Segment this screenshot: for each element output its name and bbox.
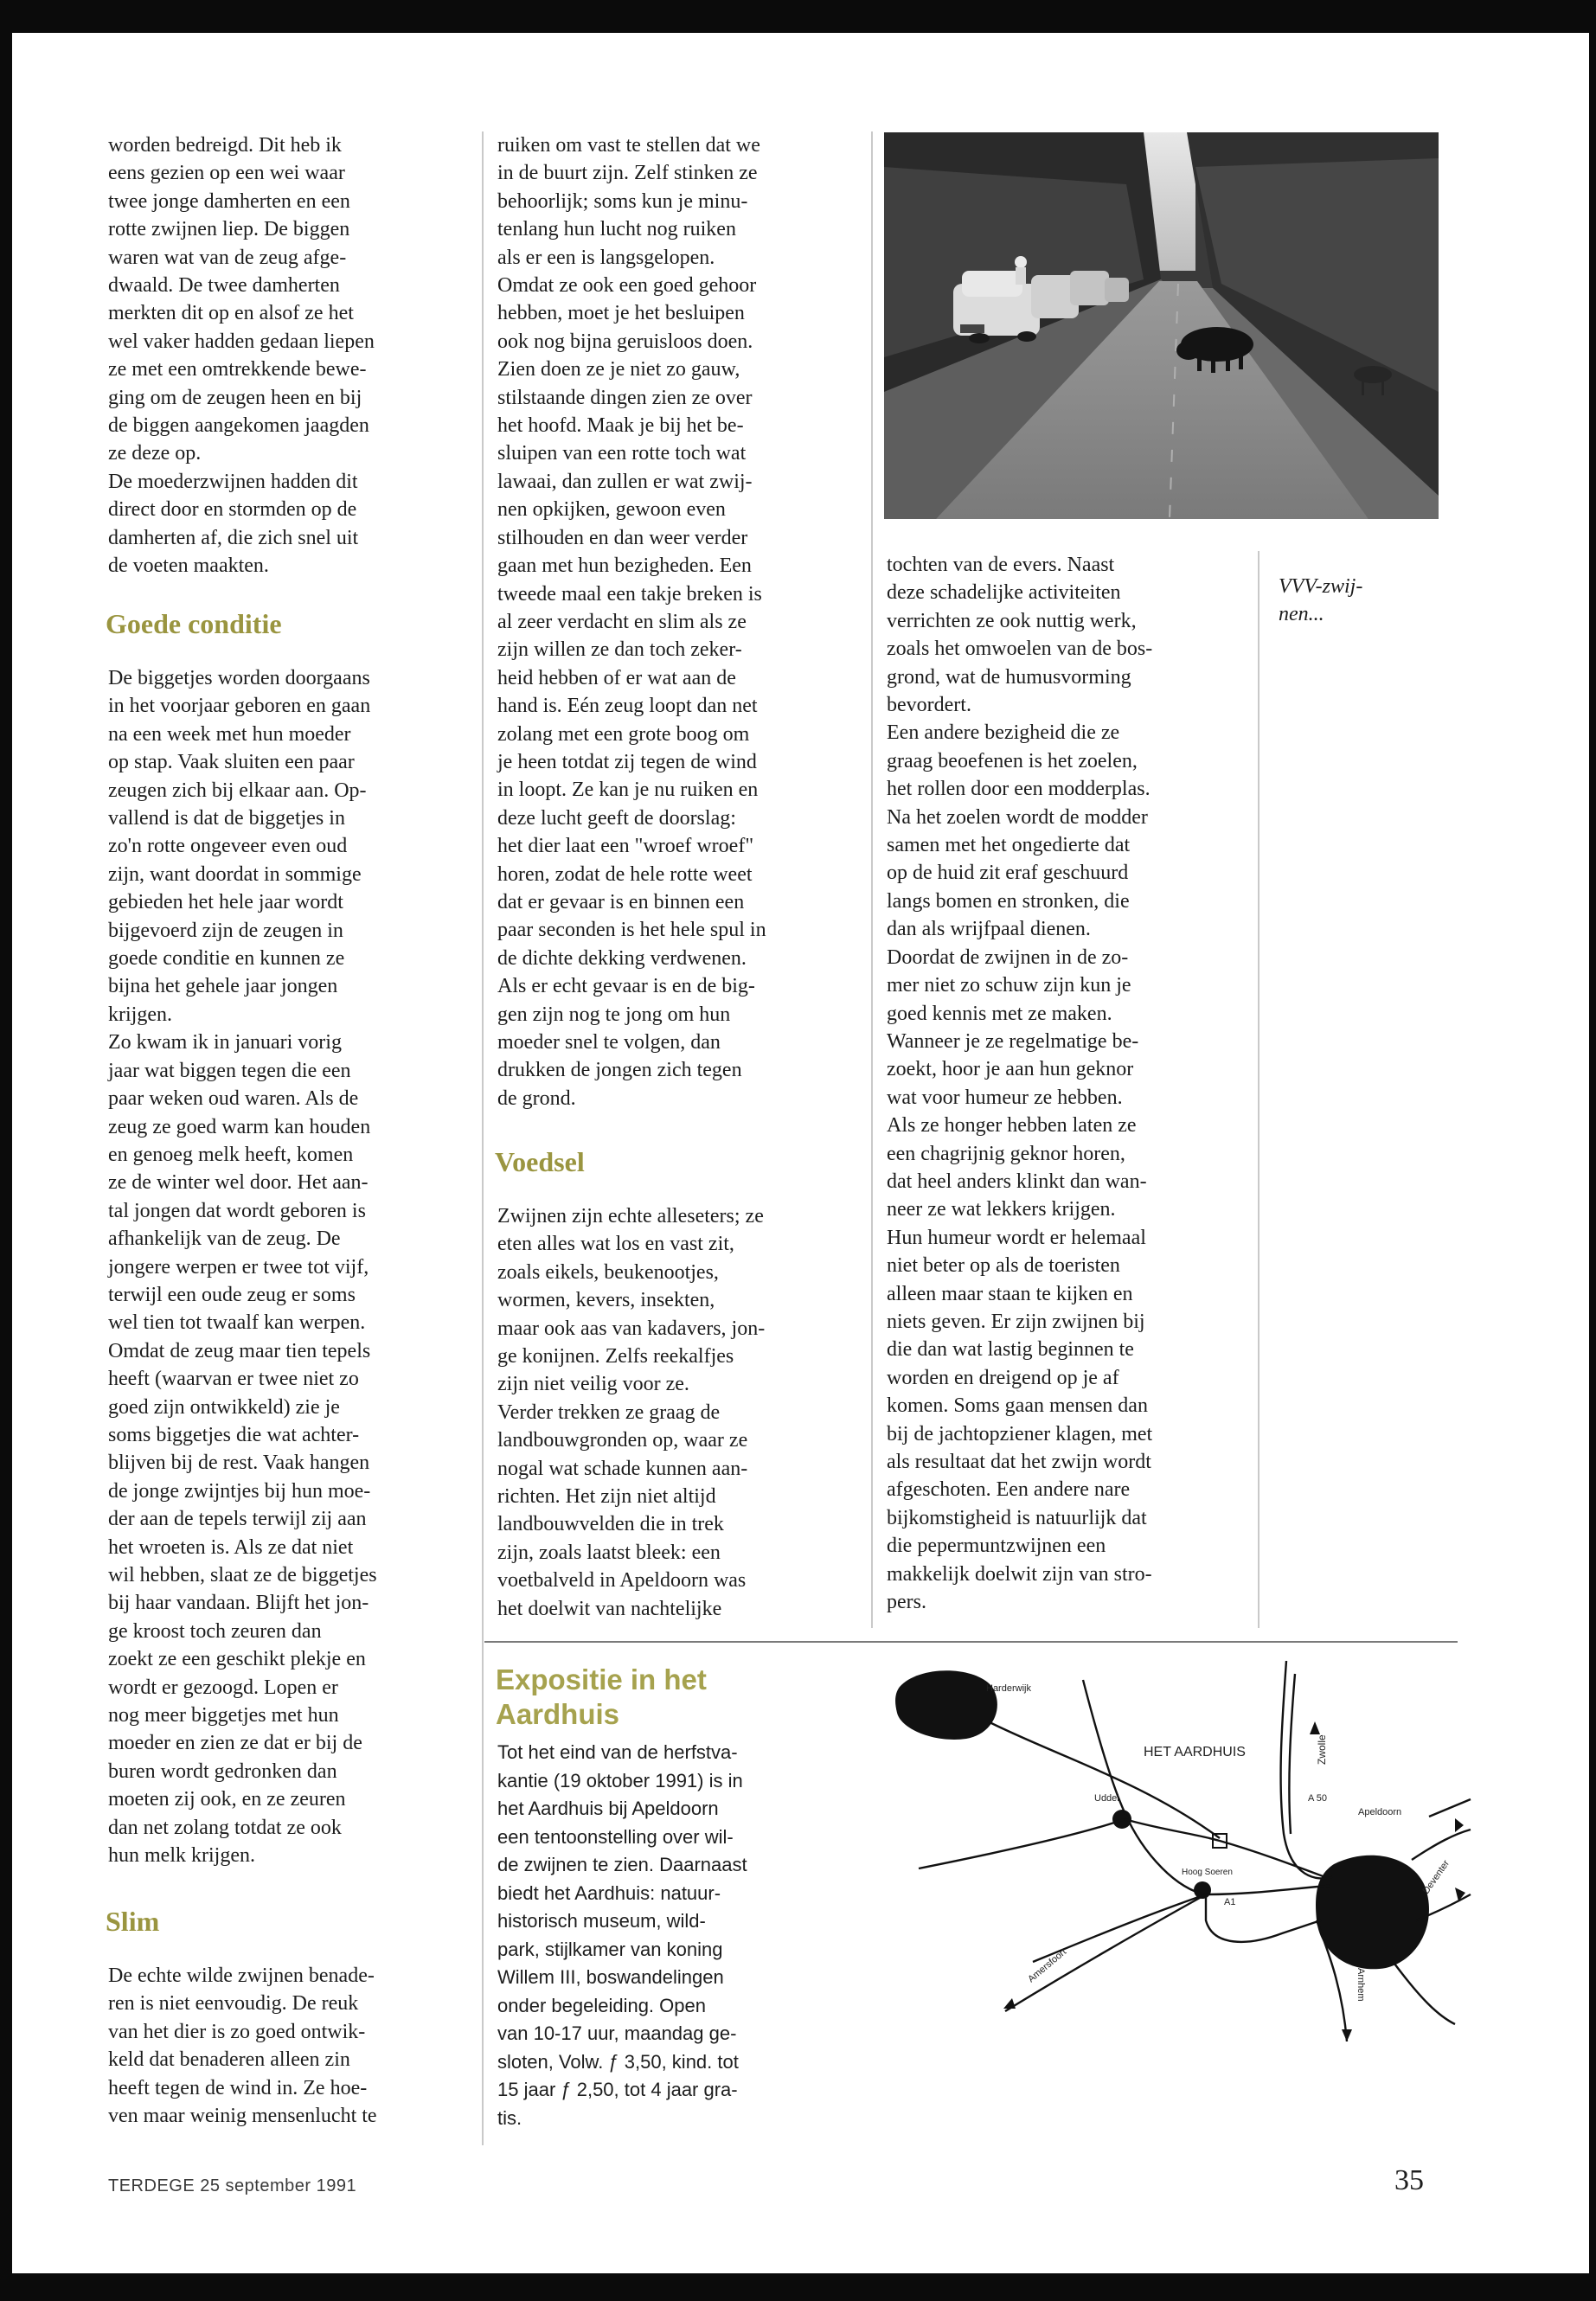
col1-paragraph-1: worden bedreigd. Dit heb ik eens gezien op een wei waar twee jonge damherten en een rotte zwijnen liep. De biggen waren wat van de zeug afge- dwaald. De twee damherten merkten dit op en alsof ze het wel vaker hadden gedaan liepen ze met een omtrekkende bewe- ging om de zeugen heen en bij de biggen aangekomen jaagden ze deze op. De moederzwijnen hadden dit direct door en stormden op de damherten af, die zich snel uit de voeten maakten. [108,134,375,578]
wild-boar-road-photo [884,132,1439,519]
expositie-body: Tot het eind van de herfstva- kantie (19 oktober 1991) is in het Aardhuis bij Apeldoorn een tentoonstelling over wil- de zwijnen te zien. Daarnaast biedt het Aardhuis: natuur- historisch museum, wild- park, stijlkamer van koning Willem III, boswandelingen onder begeleiding. Open van 10-17 uur, maandag ge- sloten, Volw. ƒ 3,50, kind. tot 15 jaar ƒ 2,50, tot 4 jaar gra- tis. [497,1741,747,2129]
heading-slim: Slim [106,1906,160,1937]
map-label-amersfoort: Amersfoort [1026,1946,1069,1985]
photo-graphic [884,132,1439,519]
map-label-hoog-soeren: Hoog Soeren [1182,1868,1233,1877]
col1-paragraph-2: De biggetjes worden doorgaans in het voorjaar geboren en gaan na een week met hun moeder op stap. Vaak sluiten een paar zeugen zich bij elkaar aan. Op- vallend is dat de biggetjes in zo'n rotte ongeveer even oud zijn, want doordat in sommige gebieden het hele jaar wordt bijgevoerd zijn de zeugen in goede conditie en kunnen ze bijna het gehele jaar jongen krijgen. Zo kwam ik in januari vorig jaar wat biggen tegen die een paar weken oud waren. Als de zeug ze goed warm kan houden en genoeg melk heeft, komen ze de winter wel door. Het aan- tal jongen dat wordt geboren is afhankelijk van de zeug. De jongere werpen er twee tot vijf, terwijl een oude zeug er soms wel tien tot twaalf kan werpen. Omdat de zeug maar tien tepels heeft (waarvan er twee niet zo goed zijn ontwikkeld) zie je soms biggetjes die wat achter- blijven bij de rest. Vaak hangen de jonge zwijntjes bij hun moe- der aan de tepels terwijl zij aan het wroeten is. Als ze dat niet wil hebben, slaat ze de biggetjes bij haar vandaan. Blijft het jon- ge kroost toch zeuren dan zoekt ze een geschikt plekje en wordt er gezoogd. Lopen er nog meer biggetjes met hun moeder en zien ze dat er bij de buren wordt gedronken dan moeten zij ook, en ze zeuren dan net zolang totdat ze ook hun melk krijgen. [108,667,377,1868]
col1-paragraph-3: De echte wilde zwijnen benade- ren is niet eenvoudig. De reuk van het dier is zo goed ontwik- keld dat benaderen alleen zin heeft tegen de wind in. Ze hoe- ven maar weinig mensenlucht te [108,1965,377,2128]
scan-border-bottom [0,2273,1596,2301]
column-divider-3 [1258,551,1259,1628]
map-label-uddel: Uddel [1094,1793,1119,1804]
apeldoorn-city-blob [1316,1856,1429,1969]
col2-paragraph-2: Zwijnen zijn echte alleseters; ze eten alles wat los en vast zit, zoals eikels, beukenootjes, wormen, kevers, insekten, maar ook aas van kadavers, jon- ge konijnen. Zelfs reekalfjes zijn niet veilig voor ze. Verder trekken ze graag de landbouwgronden op, waar ze nogal wat schade kunnen aan- richten. Het zijn niet altijd landbouwvelden die in trek zijn, zoals laatst bleek: een voetbalveld in Apeldoorn was het doelwit van nachtelijke [497,1205,766,1620]
col3-paragraph-1: tochten van de evers. Naast deze schadelijke activiteiten verrichten ze ook nuttig werk, zoals het omwoelen van de bos- grond, wat de humusvorming bevordert. Een andere bezigheid die ze graag beoefenen is het zoelen, het rollen door een modderplas. Na het zoelen wordt de modder samen met het ongedierte dat op de huid zit eraf geschuurd langs bomen en stronken, die dan als wrijfpaal dienen. Doordat de zwijnen in de zo- mer niet zo schuw zijn kun je goed kennis met ze maken. Wanneer je ze regelmatige be- zoekt, hoor je aan hun geknor wat voor humeur ze hebben. Als ze honger hebben laten ze een chagrijnig geknor horen, dat heel anders klinkt dan wan- neer ze wat lekkers krijgen. Hun humeur wordt er helemaal niet beter op als de toeristen alleen maar staan te kijken en niets geven. Er zijn zwijnen bij die dan wat lastig beginnen te worden en dreigend op je af komen. Soms gaan mensen dan bij de jachtopziener klagen, met als resultaat dat het zwijn wordt afgeschoten. Een andere nare bijkomstigheid is natuurlijk dat die pepermuntzwijnen een makkelijk doelwit zijn van stro- pers. [887,554,1153,1614]
box-top-rule [484,1641,1458,1643]
expositie-title: Expositie in het Aardhuis [496,1663,707,1730]
map-label-a50: A 50 [1308,1793,1328,1804]
map-label-harderwijk: Harderwijk [986,1683,1031,1694]
column-divider-1 [482,131,484,2145]
map-label-a1: A1 [1224,1897,1236,1907]
heading-voedsel: Voedsel [495,1146,585,1177]
photo-caption: VVV-zwij- nen... [1279,575,1363,625]
scan-border-top [0,0,1596,33]
map-label-deventer: Deventer [1420,1858,1452,1896]
scan-border-right [1589,0,1596,2301]
map-label-aardhuis: HET AARDHUIS [1144,1745,1246,1759]
heading-goede-conditie: Goede conditie [106,608,282,639]
col2-paragraph-1: ruiken om vast te stellen dat we in de buurt zijn. Zelf stinken ze behoorlijk; soms kun je minu- tenlang hun lucht nog ruiken als er een is langsgelopen. Omdat ze ook een goed gehoor hebben, moet je het besluipen ook nog bijna geruisloos doen. Zien doen ze je niet zo gauw, stilstaande dingen zien ze over het hoofd. Maak je bij het be- sluipen van een rotte toch wat lawaai, dan zullen er wat zwij- nen opkijken, gewoon even stilhouden en dan weer verder gaan met hun bezigheden. Een tweede maal een takje breken is al zeer verdacht en slim als ze zijn willen ze dan toch zeker- heid hebben of er wat aan de hand is. Eén zeug loopt dan net zolang met een grote boog om je heen totdat zij tegen de wind in loopt. Ze kan je nu ruiken en deze lucht geeft de doorslag: het dier laat een "wroef wroef" horen, zodat de hele rotte weet dat er gevaar is en binnen een paar seconden is het hele spul in de dichte dekking verdwenen. Als er echt gevaar is en de big- gen zijn nog te jong om hun moeder snel te volgen, dan drukken de jongen zich tegen de grond. [497,134,766,1110]
scan-border-left [0,0,12,2301]
map-label-arnhem: Arnhem [1356,1968,1366,2002]
map-label-zwolle: Zwolle [1316,1734,1328,1765]
publication-footer: TERDEGE 25 september 1991 [108,2176,357,2195]
harderwijk-city-blob [895,1670,997,1740]
page-number: 35 [1394,2164,1424,2196]
column-divider-2 [871,131,873,1628]
map-label-apeldoorn: Apeldoorn [1358,1807,1402,1817]
route-map-graphic [884,1661,1472,2041]
route-map [884,1661,1472,2041]
